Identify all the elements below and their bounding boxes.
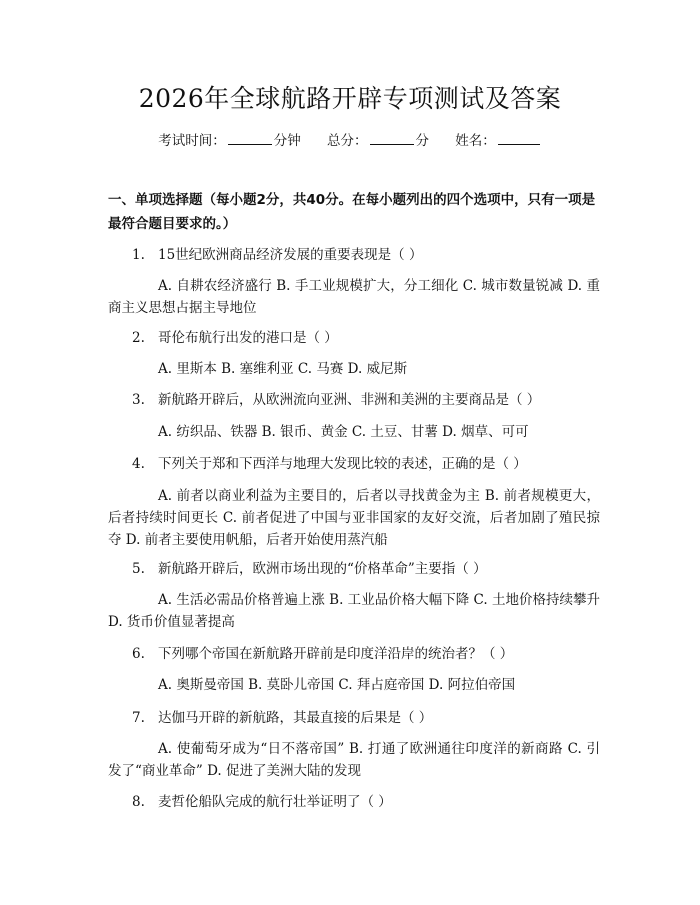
exam-time-blank (228, 130, 272, 145)
question-number: 5. (132, 561, 145, 577)
question (132, 708, 592, 728)
question-options: A. 生活必需品价格普遍上涨 B. 工业品价格大幅下降 C. 土地价格持续攀升 D. 货币价值显著提高 (108, 592, 600, 630)
question-stem: 麦哲伦船队完成的航行壮举证明了（ ） (158, 794, 392, 810)
question-number: 6. (132, 646, 145, 662)
student-name (455, 130, 542, 151)
question-number: 2. (132, 330, 145, 346)
total-score-unit: 分 (415, 133, 429, 149)
exam-meta (0, 130, 700, 151)
question-stem: 15世纪欧洲商品经济发展的重要表现是（ ） (158, 247, 423, 263)
page-title: 2026年全球航路开辟专项测试及答案 (138, 84, 562, 113)
question (132, 390, 592, 410)
question-stem: 新航路开辟后，欧洲市场出现的“价格革命”主要指（ ） (158, 561, 487, 577)
question (132, 454, 592, 474)
question (132, 559, 592, 579)
question-options: A. 自耕农经济盛行 B. 手工业规模扩大，分工细化 C. 城市数量锐减 D. 重商主义思想占据主导地位 (108, 278, 600, 316)
student-name-blank (498, 130, 540, 145)
question (132, 245, 592, 265)
total-score-blank (370, 130, 414, 145)
question (132, 644, 592, 664)
question-stem: 哥伦布航行出发的港口是（ ） (158, 330, 338, 346)
question-options: A. 奥斯曼帝国 B. 莫卧儿帝国 C. 拜占庭帝国 D. 阿拉伯帝国 (158, 677, 516, 693)
question-options: A. 里斯本 B. 塞维利亚 C. 马赛 D. 威尼斯 (158, 361, 408, 377)
exam-time-unit: 分钟 (273, 133, 301, 149)
total-score-label: 总分： (327, 133, 368, 149)
question-number: 1. (132, 247, 145, 263)
question-stem: 新航路开辟后，从欧洲流向亚洲、非洲和美洲的主要商品是（ ） (158, 392, 541, 408)
question-options: A. 纺织品、铁器 B. 银币、黄金 C. 土豆、甘薯 D. 烟草、可可 (158, 424, 529, 440)
exam-time (158, 130, 301, 151)
question-options: A. 前者以商业利益为主要目的，后者以寻找黄金为主 B. 前者规模更大，后者持续时间更长 C. 前者促进了中国与亚非国家的友好交流，后者加剧了殖民掠夺 D. 前者主要使用帆船，后者开始使用蒸汽船 (108, 488, 600, 548)
student-name-label: 姓名： (455, 133, 496, 149)
question-options: A. 使葡萄牙成为“日不落帝国” B. 打通了欧洲通往印度洋的新商路 C. 引发了“商业革命” D. 促进了美洲大陆的发现 (108, 741, 600, 779)
question-number: 3. (132, 392, 145, 408)
question (132, 792, 592, 812)
section-heading: 一、单项选择题（每小题2分，共40分。在每小题列出的四个选项中，只有一项是最符合题目要求的。） (108, 192, 596, 232)
question-stem: 下列哪个帝国在新航路开辟前是印度洋沿岸的统治者？（ ） (158, 646, 514, 662)
exam-time-label: 考试时间： (158, 133, 226, 149)
question-number: 4. (132, 456, 145, 472)
question (132, 328, 592, 348)
question-stem: 下列关于郑和下西洋与地理大发现比较的表述，正确的是（ ） (158, 456, 527, 472)
question-number: 8. (132, 794, 145, 810)
question-stem: 达伽马开辟的新航路，其最直接的后果是（ ） (158, 710, 433, 726)
total-score (327, 130, 429, 151)
question-number: 7. (132, 710, 145, 726)
